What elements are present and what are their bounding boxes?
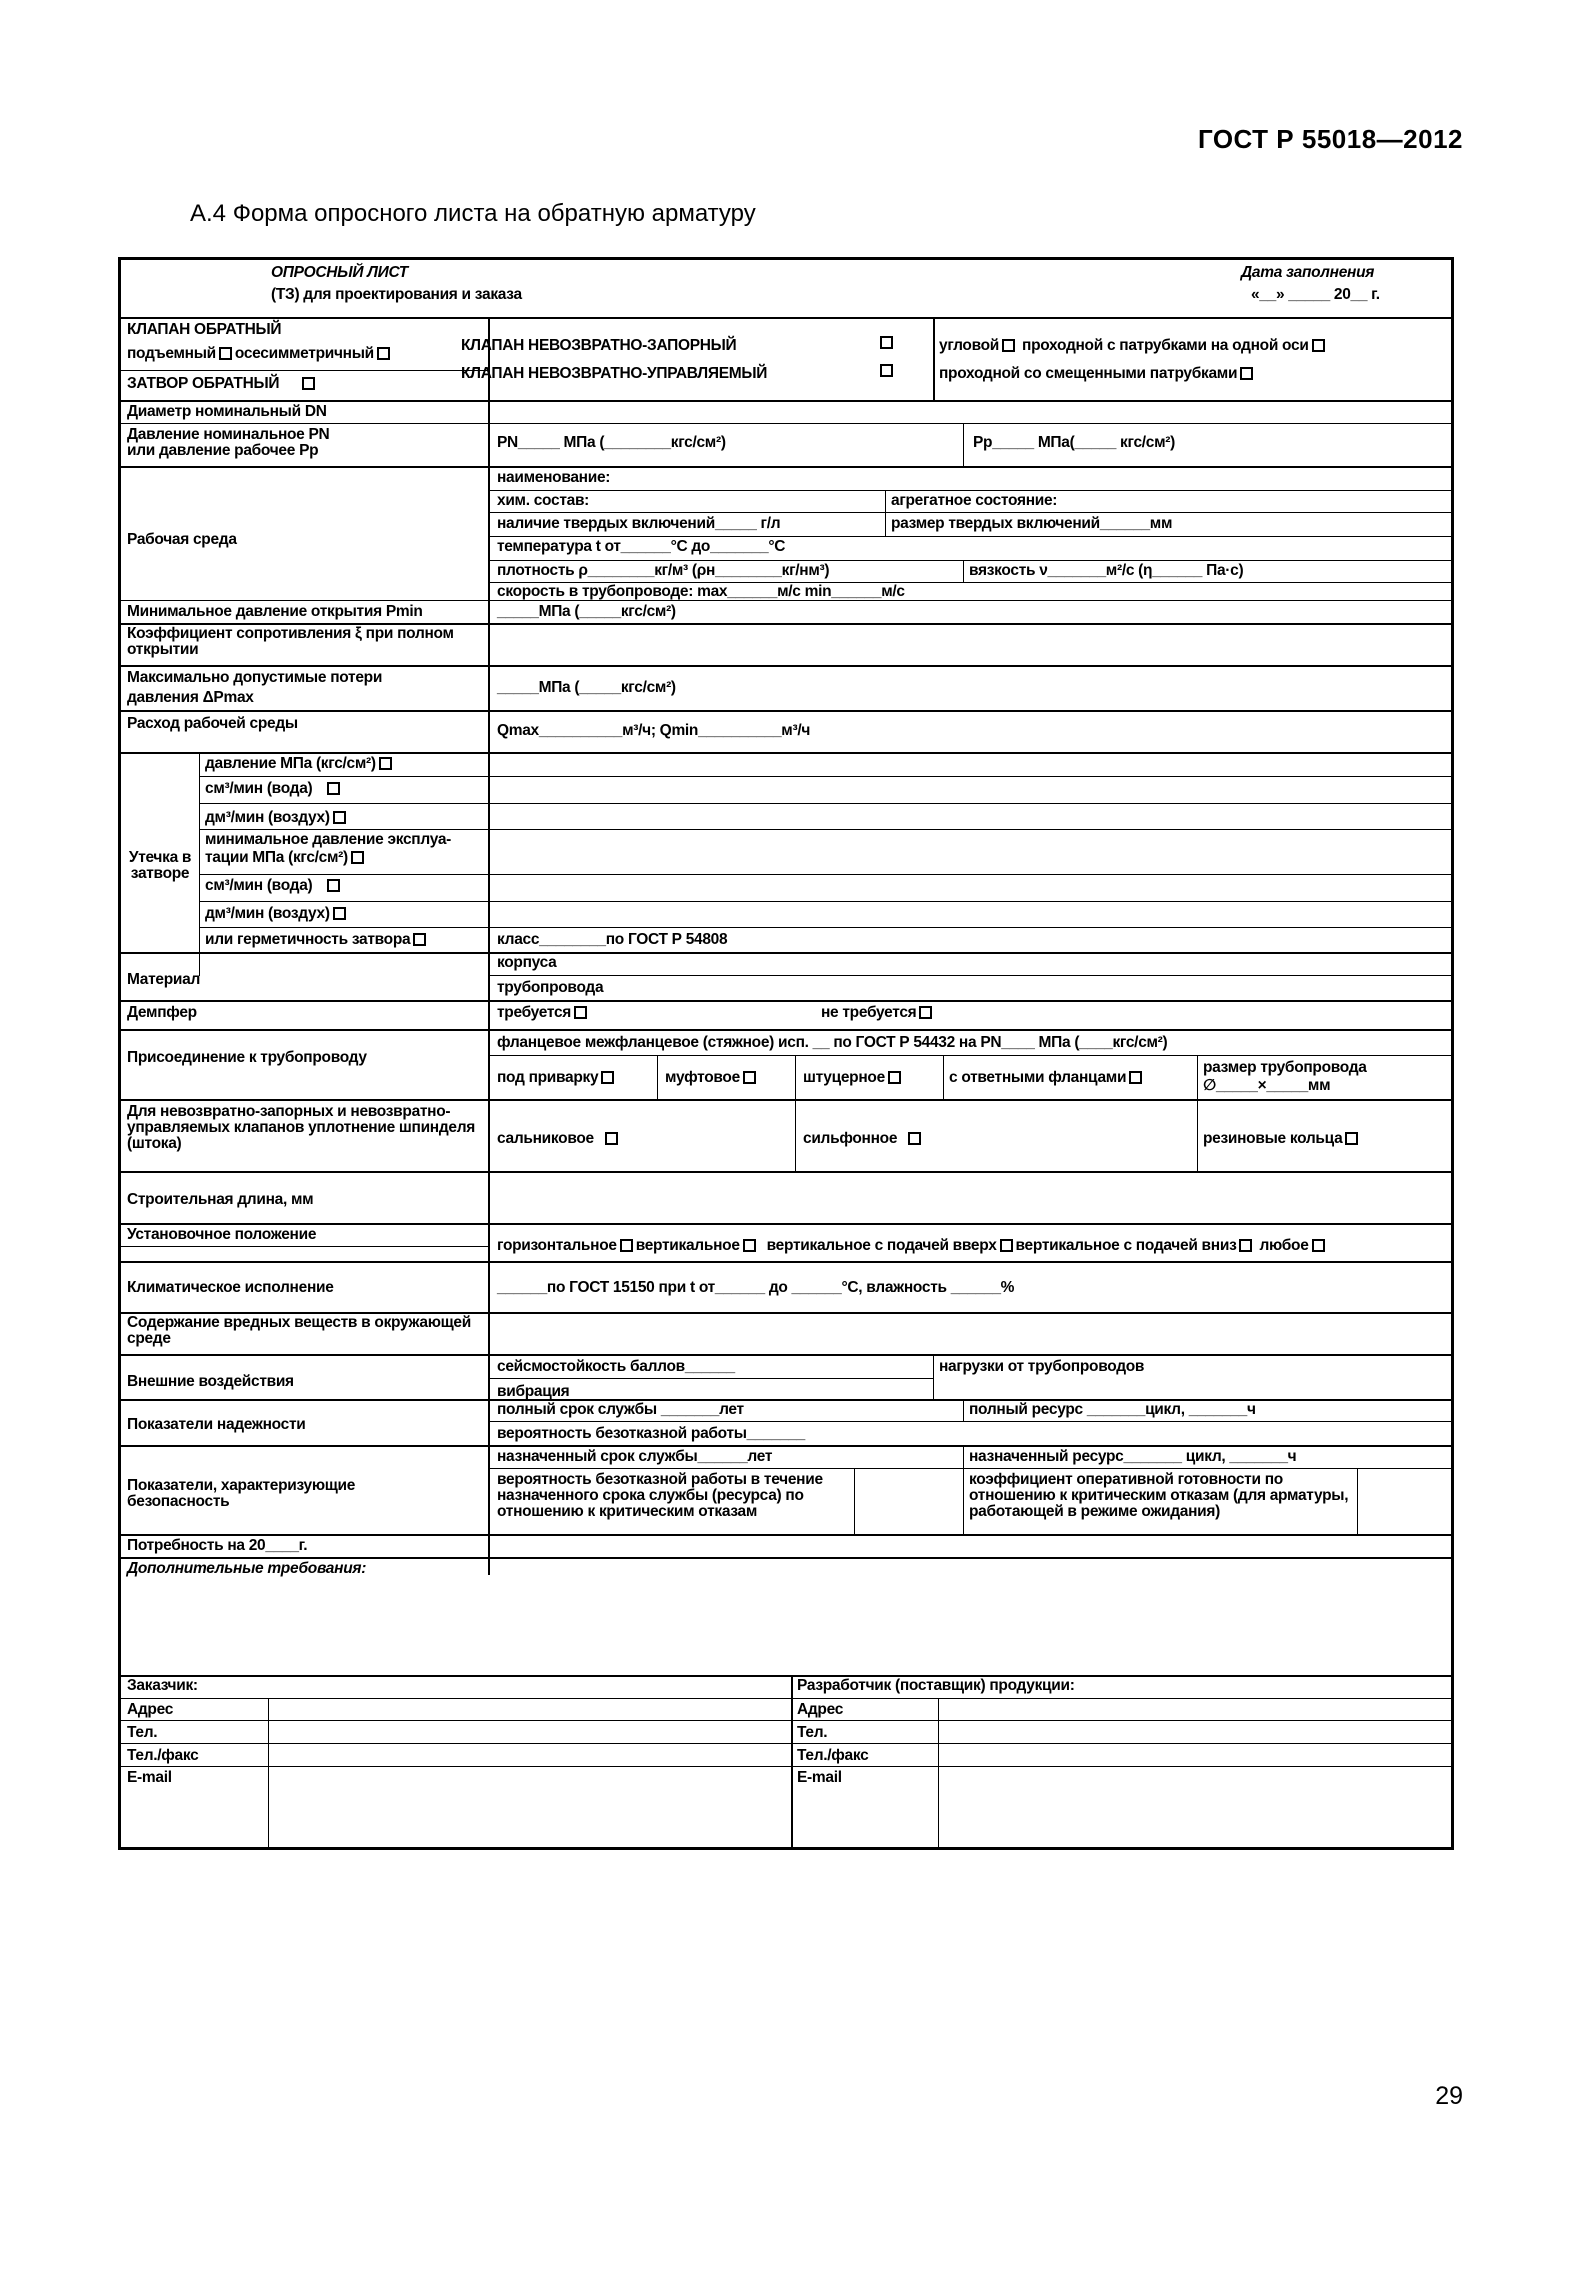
min-pressure-value[interactable]: _____МПа (_____кгс/см²) bbox=[497, 603, 676, 620]
divider bbox=[121, 1354, 1451, 1356]
seismic[interactable]: сейсмостойкость баллов______ bbox=[497, 1358, 735, 1375]
divider bbox=[121, 1534, 1451, 1536]
checkbox[interactable] bbox=[379, 757, 392, 770]
customer-phone: Тел. bbox=[127, 1724, 158, 1741]
developer-fax: Тел./факс bbox=[797, 1747, 869, 1764]
angle-option[interactable]: угловой проходной с патрубками на одной оси bbox=[939, 338, 1328, 354]
leak-air-2[interactable]: дм³/мин (воздух) bbox=[205, 906, 349, 922]
divider bbox=[121, 1246, 488, 1247]
divider bbox=[963, 1445, 964, 1534]
divider bbox=[199, 829, 1451, 830]
checkbox[interactable] bbox=[880, 364, 893, 377]
pn-label-1: Давление номинальное PN bbox=[127, 426, 330, 443]
divider bbox=[488, 317, 490, 400]
divider bbox=[121, 665, 1451, 667]
page-number: 29 bbox=[1435, 2082, 1463, 2110]
section-title: А.4 Форма опросного листа на обратную арматуру bbox=[190, 200, 756, 227]
checkbox[interactable] bbox=[601, 1071, 614, 1084]
divider bbox=[121, 1223, 1451, 1225]
divider bbox=[121, 1261, 1451, 1263]
through-offset-option[interactable]: проходной со смещенными патрубками bbox=[939, 366, 1256, 382]
divider bbox=[121, 1766, 1451, 1767]
connection-label: Присоединение к трубопроводу bbox=[127, 1049, 367, 1066]
position-label: Установочное положение bbox=[127, 1226, 317, 1243]
divider bbox=[488, 560, 1451, 561]
divider bbox=[488, 975, 1451, 976]
leak-label: Утечка в затворе bbox=[128, 849, 192, 882]
max-loss-label-1: Максимально допустимые потери bbox=[127, 669, 383, 686]
medium-name[interactable]: наименование: bbox=[497, 469, 611, 486]
min-pressure-label: Минимальное давление открытия Pmin bbox=[127, 603, 423, 620]
divider bbox=[121, 400, 1451, 402]
checkbox[interactable] bbox=[1312, 1239, 1325, 1252]
divider bbox=[791, 1675, 793, 1847]
checkbox[interactable] bbox=[351, 851, 364, 864]
leak-water[interactable]: см³/мин (вода) bbox=[205, 781, 343, 797]
divider bbox=[121, 1720, 1451, 1721]
checkbox[interactable] bbox=[919, 1006, 932, 1019]
divider bbox=[933, 317, 935, 400]
checkbox[interactable] bbox=[1240, 367, 1253, 380]
divider bbox=[199, 927, 1451, 928]
damper-not-required[interactable]: не требуется bbox=[821, 1005, 935, 1021]
conn-size-2[interactable]: ∅_____×_____мм bbox=[1203, 1077, 1331, 1094]
pn-value[interactable]: PN_____ МПа (________кгс/см²) bbox=[497, 434, 726, 451]
max-loss-label-2: давления ΔPmax bbox=[127, 689, 254, 706]
seal-gland[interactable]: сальниковое bbox=[497, 1131, 621, 1147]
developer-email: E-mail bbox=[797, 1769, 842, 1786]
viscosity[interactable]: вязкость ν_______м²/с (η______ Па·с) bbox=[969, 562, 1244, 579]
divider bbox=[488, 490, 1451, 491]
speed[interactable]: скорость в трубопроводе: max______м/с min______м/с bbox=[497, 583, 905, 600]
flow-label: Расход рабочей среды bbox=[127, 715, 298, 732]
divider bbox=[885, 490, 886, 537]
conn-weld[interactable]: под приварку bbox=[497, 1070, 617, 1086]
divider bbox=[121, 466, 1451, 468]
divider bbox=[121, 952, 1451, 954]
flow-value[interactable]: Qmax__________м³/ч; Qmin__________м³/ч bbox=[497, 722, 811, 739]
vibration[interactable]: вибрация bbox=[497, 1383, 570, 1400]
checkbox[interactable] bbox=[302, 377, 315, 390]
checkbox[interactable] bbox=[1312, 339, 1325, 352]
customer-label: Заказчик: bbox=[127, 1677, 198, 1694]
leak-class[interactable]: класс________по ГОСТ Р 54808 bbox=[497, 931, 728, 948]
leak-min-pressure-2[interactable]: тации МПа (кгс/см²) bbox=[205, 850, 367, 866]
readiness: коэффициент оперативной готовности по отношению к критическим отказам (для арматуры, работающей в режиме ожидания) bbox=[969, 1471, 1349, 1520]
climate-label: Климатическое исполнение bbox=[127, 1279, 334, 1296]
check-shutter-option[interactable]: ЗАТВОР ОБРАТНЫЙ bbox=[127, 376, 318, 392]
density[interactable]: плотность ρ________кг/м³ (ρн________кг/нм³) bbox=[497, 562, 830, 579]
seal-label: Для невозвратно-запорных и невозвратно-управляемых клапанов уплотнение шпинделя (штока) bbox=[127, 1103, 476, 1152]
divider bbox=[121, 1171, 1451, 1173]
checkbox[interactable] bbox=[1239, 1239, 1252, 1252]
leak-air[interactable]: дм³/мин (воздух) bbox=[205, 810, 349, 826]
additional-label: Дополнительные требования: bbox=[127, 1560, 367, 1577]
form-title: ОПРОСНЫЙ ЛИСТ bbox=[271, 264, 408, 281]
medium-label: Рабочая среда bbox=[127, 531, 237, 548]
customer-address: Адрес bbox=[127, 1701, 174, 1718]
checkbox[interactable] bbox=[333, 811, 346, 824]
resistance-label: Коэффициент сопротивления ξ при полном открытии bbox=[127, 625, 454, 658]
divider bbox=[121, 317, 1451, 319]
connection-line[interactable]: фланцевое межфланцевое (стяжное) исп. __ по ГОСТ Р 54432 на PN____ МПа (____кгс/см²) bbox=[497, 1034, 1168, 1051]
chem[interactable]: хим. состав: bbox=[497, 492, 590, 509]
checkbox[interactable] bbox=[1002, 339, 1015, 352]
divider bbox=[121, 1000, 1451, 1002]
checkbox[interactable] bbox=[743, 1239, 756, 1252]
developer-label: Разработчик (поставщик) продукции: bbox=[797, 1677, 1075, 1694]
divider bbox=[795, 1099, 796, 1171]
solids[interactable]: наличие твердых включений_____ г/л bbox=[497, 515, 781, 532]
divider bbox=[121, 710, 1451, 712]
conn-size-1: размер трубопровода bbox=[1203, 1059, 1367, 1076]
divider bbox=[1197, 1099, 1198, 1171]
customer-fax: Тел./факс bbox=[127, 1747, 199, 1764]
leak-water-2[interactable]: см³/мин (вода) bbox=[205, 878, 343, 894]
divider bbox=[488, 512, 1451, 513]
assigned-resource[interactable]: назначенный ресурс_______ цикл, _______ч bbox=[969, 1448, 1297, 1465]
divider bbox=[488, 536, 1451, 537]
full-resource[interactable]: полный ресурс _______цикл, _______ч bbox=[969, 1401, 1256, 1418]
divider bbox=[943, 1055, 944, 1099]
divider bbox=[199, 874, 1451, 875]
divider bbox=[121, 600, 1451, 601]
checkbox[interactable] bbox=[888, 1071, 901, 1084]
assigned-life[interactable]: назначенный срок службы______лет bbox=[497, 1448, 773, 1465]
form-subtitle: (ТЗ) для проектирования и заказа bbox=[271, 286, 522, 303]
divider bbox=[121, 1029, 1451, 1031]
prob-critical: вероятность безотказной работы в течение назначенного срока службы (ресурса) по отношению к критическим отказам bbox=[497, 1471, 823, 1520]
divider bbox=[963, 1399, 964, 1421]
divider bbox=[854, 1468, 855, 1534]
divider bbox=[121, 1557, 1451, 1559]
pp-value[interactable]: Pp_____ МПа(_____ кгс/см²) bbox=[973, 434, 1176, 451]
conn-coupling[interactable]: муфтовое bbox=[665, 1070, 759, 1086]
developer-address: Адрес bbox=[797, 1701, 844, 1718]
divider bbox=[121, 752, 1451, 754]
checkbox[interactable] bbox=[413, 933, 426, 946]
divider bbox=[488, 1468, 1451, 1469]
checkbox[interactable] bbox=[219, 347, 232, 360]
seal-rings[interactable]: резиновые кольца bbox=[1203, 1131, 1361, 1147]
check-valve-label: КЛАПАН ОБРАТНЫЙ bbox=[127, 321, 282, 338]
dn-label: Диаметр номинальный DN bbox=[127, 403, 327, 420]
divider bbox=[488, 1378, 933, 1379]
leak-tightness[interactable]: или герметичность затвора bbox=[205, 932, 429, 948]
divider bbox=[488, 1055, 1451, 1056]
need-label: Потребность на 20____г. bbox=[127, 1537, 308, 1554]
checkbox[interactable] bbox=[377, 347, 390, 360]
divider bbox=[199, 901, 1451, 902]
date-label: Дата заполнения bbox=[1241, 264, 1375, 281]
conn-flanges[interactable]: с ответными фланцами bbox=[949, 1070, 1145, 1086]
nonreturn-control-option[interactable]: КЛАПАН НЕВОЗВРАТНО-УПРАВЛЯЕМЫЙ bbox=[461, 365, 768, 382]
leak-min-pressure-1: минимальное давление эксплуа- bbox=[205, 831, 451, 848]
safety-label: Показатели, характеризующие безопасность bbox=[127, 1477, 356, 1510]
pn-label-2: или давление рабочее Pp bbox=[127, 442, 319, 459]
leak-pressure[interactable]: давление МПа (кгс/см²) bbox=[205, 756, 395, 772]
position-options[interactable]: горизонтальное вертикальное вертикальное с подачей вверх вертикальное с подачей вниз любое bbox=[497, 1238, 1328, 1254]
nonreturn-shutoff-option[interactable]: КЛАПАН НЕВОЗВРАТНО-ЗАПОРНЫЙ bbox=[461, 337, 737, 354]
divider bbox=[1357, 1468, 1358, 1534]
material-pipe[interactable]: трубопровода bbox=[497, 979, 604, 996]
checkbox[interactable] bbox=[605, 1132, 618, 1145]
checkbox[interactable] bbox=[908, 1132, 921, 1145]
seal-bellows[interactable]: сильфонное bbox=[803, 1131, 924, 1147]
divider bbox=[121, 1675, 1451, 1677]
solids-size[interactable]: размер твердых включений______мм bbox=[891, 515, 1173, 532]
harmful-label: Содержание вредных веществ в окружающей среде bbox=[127, 1314, 471, 1347]
gost-code: ГОСТ Р 55018—2012 bbox=[1197, 124, 1463, 154]
divider bbox=[199, 776, 1451, 777]
divider bbox=[121, 1698, 1451, 1699]
divider bbox=[488, 1421, 1451, 1422]
divider bbox=[1197, 1055, 1198, 1099]
divider bbox=[933, 1354, 934, 1399]
divider bbox=[121, 370, 488, 371]
divider bbox=[121, 1743, 1451, 1744]
divider bbox=[795, 1055, 796, 1099]
checkbox[interactable] bbox=[1000, 1239, 1013, 1252]
length-label: Строительная длина, мм bbox=[127, 1191, 314, 1208]
checkbox[interactable] bbox=[333, 907, 346, 920]
checkbox[interactable] bbox=[743, 1071, 756, 1084]
checkbox[interactable] bbox=[1129, 1071, 1142, 1084]
checkbox[interactable] bbox=[327, 782, 340, 795]
checkbox[interactable] bbox=[327, 879, 340, 892]
date-line[interactable]: «__» _____ 20__ г. bbox=[1251, 286, 1380, 303]
divider bbox=[121, 1445, 1451, 1447]
divider bbox=[121, 1099, 1451, 1101]
developer-phone: Тел. bbox=[797, 1724, 828, 1741]
divider bbox=[963, 560, 964, 582]
checkbox[interactable] bbox=[880, 336, 893, 349]
external-label: Внешние воздействия bbox=[127, 1373, 294, 1390]
loads[interactable]: нагрузки от трубопроводов bbox=[939, 1358, 1145, 1375]
divider bbox=[121, 423, 1451, 424]
checkbox[interactable] bbox=[574, 1006, 587, 1019]
climate-value[interactable]: ______по ГОСТ 15150 при t от______ до ______°С, влажность ______% bbox=[497, 1279, 1015, 1296]
lift-option[interactable]: подъемный осесимметричный bbox=[127, 346, 393, 362]
temperature[interactable]: температура t от______°С до_______°С bbox=[497, 538, 786, 555]
divider bbox=[657, 1055, 658, 1099]
checkbox[interactable] bbox=[620, 1239, 633, 1252]
reliability-label: Показатели надежности bbox=[127, 1416, 306, 1433]
divider bbox=[199, 803, 1451, 804]
material-body[interactable]: корпуса bbox=[497, 954, 557, 971]
checkbox[interactable] bbox=[1345, 1132, 1358, 1145]
damper-label: Демпфер bbox=[127, 1004, 197, 1021]
material-label: Материал bbox=[127, 971, 200, 988]
max-loss-value[interactable]: _____МПа (_____кгс/см²) bbox=[497, 679, 676, 696]
probability[interactable]: вероятность безотказной работы_______ bbox=[497, 1425, 805, 1442]
divider bbox=[199, 752, 200, 976]
divider bbox=[963, 423, 964, 466]
conn-pin[interactable]: штуцерное bbox=[803, 1070, 904, 1086]
customer-email: E-mail bbox=[127, 1769, 172, 1786]
full-life[interactable]: полный срок службы _______лет bbox=[497, 1401, 744, 1418]
damper-required[interactable]: требуется bbox=[497, 1005, 590, 1021]
questionnaire-form bbox=[118, 257, 1454, 1850]
aggregate[interactable]: агрегатное состояние: bbox=[891, 492, 1058, 509]
